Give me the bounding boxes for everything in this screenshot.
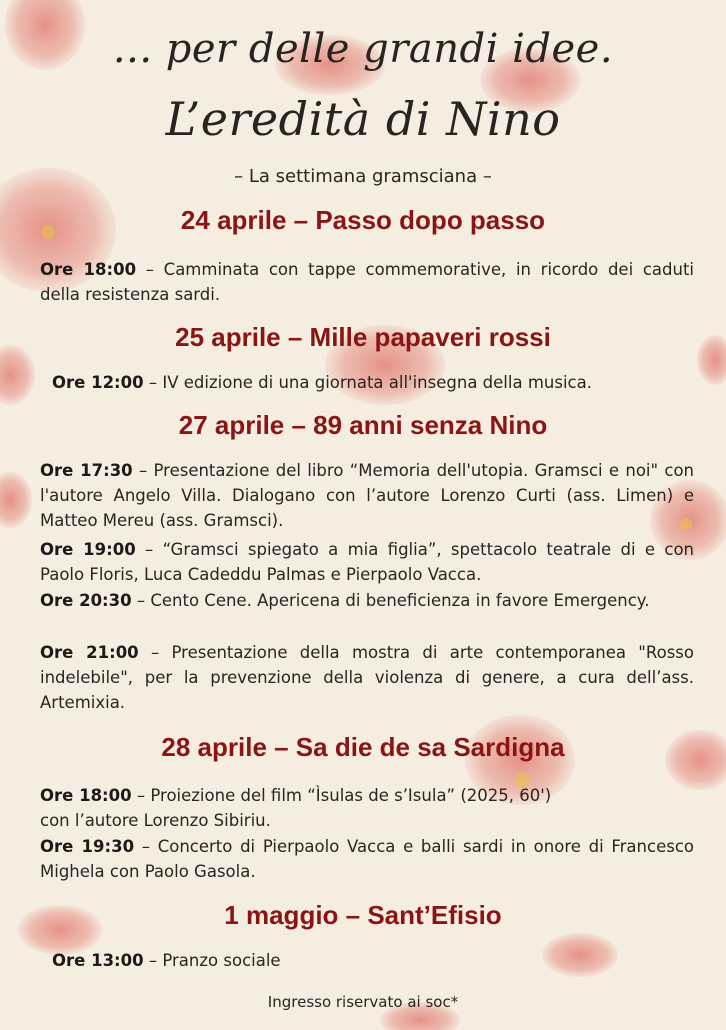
day-heading-24-aprile: 24 aprile – Passo dopo passo (180, 205, 546, 235)
event-text: – Concerto di Pierpaolo Vacca e balli sardi in onore di Francesco Mighela con Paolo Gasola. (40, 837, 694, 881)
title-line-1: ... per delle grandi idee. (112, 26, 614, 72)
event-entry (40, 588, 694, 613)
event-time: Ore 21:00 (40, 643, 139, 662)
event-text: con l’autore Lorenzo Sibiriu. (40, 811, 271, 830)
event-entry (40, 783, 694, 808)
day-heading-27-aprile: 27 aprile – 89 anni senza Nino (178, 410, 548, 440)
event-time: Ore 19:00 (40, 540, 136, 559)
event-entry (40, 458, 694, 533)
event-time: Ore 20:30 (40, 591, 132, 610)
event-time: Ore 18:00 (40, 260, 137, 279)
event-time: Ore 13:00 (52, 951, 144, 970)
event-entry (52, 370, 692, 395)
event-entry (40, 537, 694, 587)
day-heading-25-aprile: 25 aprile – Mille papaveri rossi (175, 322, 551, 352)
event-text: – “Gramsci spiegato a mia figlia”, spettacolo teatrale di e con Paolo Floris, Luca Cadeddu Palmas e Pierpaolo Vacca. (40, 540, 694, 584)
event-entry (52, 948, 692, 973)
event-time: Ore 12:00 (52, 373, 144, 392)
event-text: – Camminata con tappe commemorative, in ricordo dei caduti della resistenza sardi. (40, 260, 694, 304)
event-entry (40, 808, 694, 833)
event-entry (40, 640, 694, 715)
footer-note: Ingresso riservato ai soc* (267, 993, 459, 1011)
event-entry (40, 257, 694, 307)
event-text: – Presentazione del libro “Memoria dell'utopia. Gramsci e noi" con l'autore Angelo Villa. Dialogano con l’autore Lorenzo Curti (ass. Limen) e Matteo Mereu (ass. Gramsci). (40, 461, 695, 530)
event-time: Ore 18:00 (40, 786, 132, 805)
event-time: Ore 19:30 (40, 837, 135, 856)
event-entry (40, 834, 694, 884)
subtitle: – La settimana gramsciana – (234, 166, 492, 187)
day-heading-1-maggio: 1 maggio – Sant’Efisio (224, 900, 502, 930)
day-heading-28-aprile: 28 aprile – Sa die de sa Sardigna (161, 732, 565, 762)
event-text: – Proiezione del film “Ìsulas de s’Isula” (2025, 60') (131, 786, 552, 805)
event-text: – Presentazione della mostra di arte contemporanea "Rosso indelebile", per la prevenzione della violenza di genere, a cura dell’ass. Artemixia. (40, 643, 694, 712)
event-text: – IV edizione di una giornata all'insegna della musica. (143, 373, 592, 392)
event-text: – Cento Cene. Apericena di beneficienza in favore Emergency. (131, 591, 650, 610)
event-time: Ore 17:30 (40, 461, 133, 480)
event-text: – Pranzo sociale (143, 951, 281, 970)
title-line-2: L’eredità di Nino (165, 92, 561, 146)
